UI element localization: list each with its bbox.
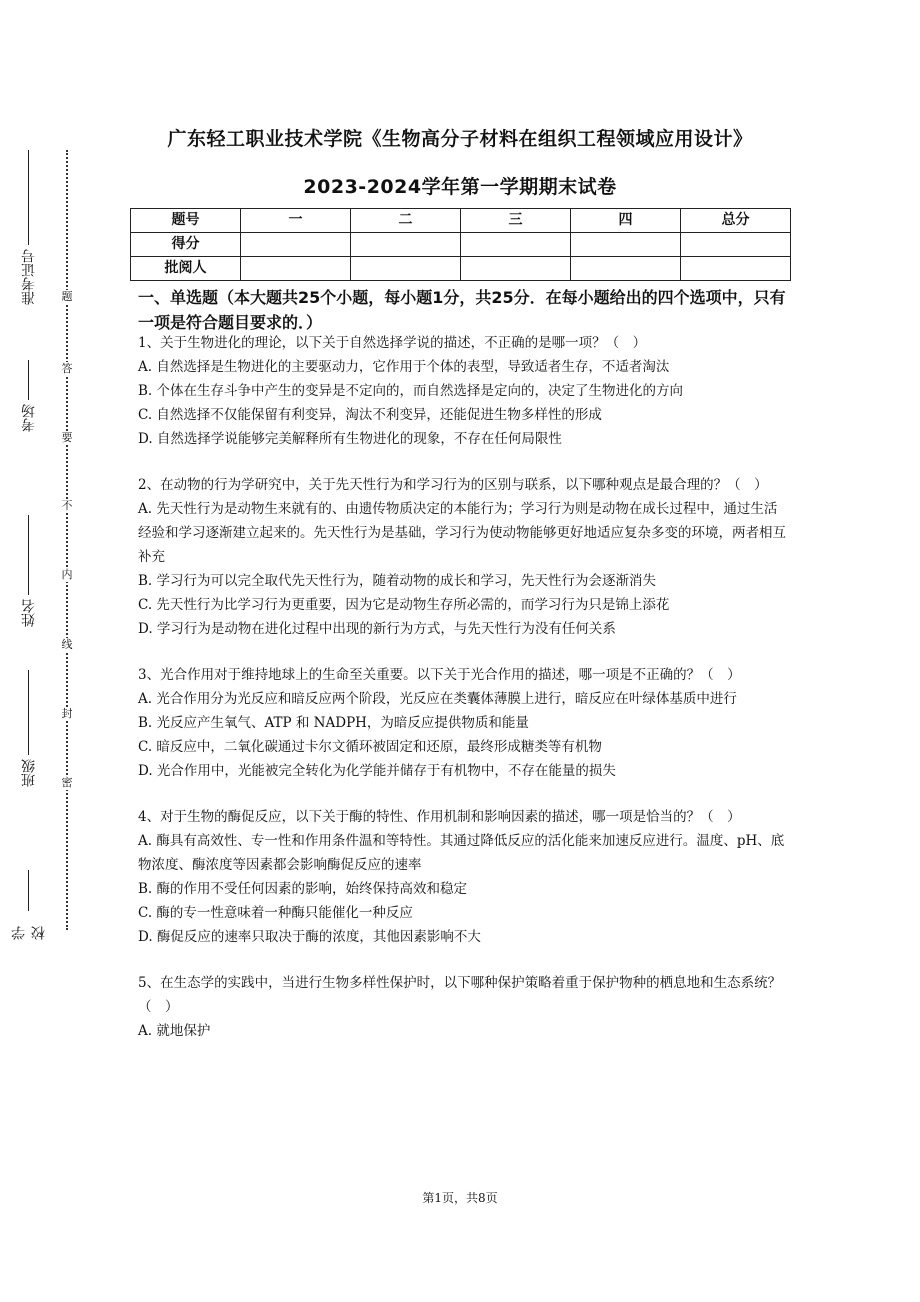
score-cell — [681, 233, 791, 257]
option-a: A. 自然选择是生物进化的主要驱动力，它作用于个体的表型，导致适者生存，不适者淘汰 — [138, 359, 670, 375]
score-cell — [351, 257, 461, 281]
binding-field-school — [11, 870, 47, 940]
option-c: C. 自然选择不仅能保留有利变异，淘汰不利变异，还能促进生物多样性的形成 — [138, 407, 602, 423]
score-table-header-cell: 二 — [351, 209, 461, 233]
score-cell — [461, 257, 571, 281]
binding-blank-line — [29, 360, 30, 400]
score-cell — [571, 257, 681, 281]
score-table-header-row — [131, 209, 791, 233]
question-stem: 5、在生态学的实践中，当进行生物多样性保护时，以下哪种保护策略着重于保护物种的栖息地和生态系统？（ ） — [138, 975, 782, 1015]
option-a: A. 就地保护 — [138, 1023, 211, 1039]
score-cell — [461, 233, 571, 257]
score-table — [130, 208, 791, 281]
option-a: A. 先天性行为是动物生来就有的、由遗传物质决定的本能行为；学习行为则是动物在成长过程中，通过生活经验和学习逐渐建立起来的。先天性行为是基础，学习行为使动物能够更好地适应复杂多变的环境，两者相互补充 — [138, 501, 786, 565]
option-b: B. 酶的作用不受任何因素的影响，始终保持高效和稳定 — [138, 881, 468, 897]
binding-field-exam-number — [14, 150, 44, 305]
option-b: B. 学习行为可以完全取代先天性行为，随着动物的成长和学习，先天性行为会逐渐消失 — [138, 573, 657, 589]
score-table-row — [131, 257, 791, 281]
option-b: B. 光反应产生氧气、ATP 和 NADPH，为暗反应提供物质和能量 — [138, 715, 529, 731]
score-table-header-cell: 四 — [571, 209, 681, 233]
score-table-row-label: 得分 — [131, 233, 241, 257]
option-a: A. 酶具有高效性、专一性和作用条件温和等特性。其通过降低反应的活化能来加速反应进行。温度、pH、底物浓度、酶浓度等因素都会影响酶促反应的速率 — [138, 833, 785, 873]
question-3 — [138, 663, 788, 783]
binding-field-class — [14, 670, 44, 787]
score-table-header-cell: 三 — [461, 209, 571, 233]
question-2 — [138, 473, 788, 641]
option-c: C. 暗反应中，二氧化碳通过卡尔文循环被固定和还原，最终形成糖类等有机物 — [138, 739, 602, 755]
score-table-row — [131, 233, 791, 257]
score-table-header-cell: 一 — [241, 209, 351, 233]
binding-field-exam-room — [14, 360, 44, 432]
option-a: A. 光合作用分为光反应和暗反应两个阶段，光反应在类囊体薄膜上进行，暗反应在叶绿体基质中进行 — [138, 691, 737, 707]
option-d: D. 自然选择学说能够完美解释所有生物进化的现象，不存在任何局限性 — [138, 431, 562, 447]
score-table-row-label: 批阅人 — [131, 257, 241, 281]
binding-field-label: 准考证号 — [21, 249, 37, 305]
question-5 — [138, 971, 788, 1043]
score-table-header-cell: 总分 — [681, 209, 791, 233]
exam-title: 广东轻工职业技术学院《生物高分子材料在组织工程领域应用设计》 — [167, 128, 753, 150]
question-stem: 1、关于生物进化的理论，以下关于自然选择学说的描述，不正确的是哪一项？（ ） — [138, 335, 647, 351]
page-number: 第1页，共8页 — [422, 1191, 498, 1205]
binding-field-name — [14, 515, 44, 627]
score-cell — [681, 257, 791, 281]
option-d: D. 光合作用中，光能被完全转化为化学能并储存于有机物中，不存在能量的损失 — [138, 763, 616, 779]
option-d: D. 学习行为是动物在进化过程中出现的新行为方式，与先天性行为没有任何关系 — [138, 621, 616, 637]
option-c: C. 先天性行为比学习行为更重要，因为它是动物生存所必需的，而学习行为只是锦上添花 — [138, 597, 670, 613]
seal-char: 要 — [58, 431, 76, 445]
question-stem: 2、在动物的行为学研究中，关于先天性行为和学习行为的区别与联系，以下哪种观点是最合理的？（ ） — [138, 477, 768, 493]
option-b: B. 个体在生存斗争中产生的变异是不定向的，而自然选择是定向的，决定了生物进化的方向 — [138, 383, 684, 399]
seal-char: 内 — [58, 568, 76, 582]
binding-field-label: 考场 — [21, 404, 37, 432]
binding-field-label: 姓名 — [21, 599, 37, 627]
seal-char: 线 — [58, 638, 76, 652]
seal-char: 不 — [58, 499, 76, 513]
question-stem: 4、对于生物的酶促反应，以下关于酶的特性、作用机制和影响因素的描述，哪一项是恰当的？（ ） — [138, 809, 741, 825]
binding-blank-line — [29, 670, 30, 755]
seal-char: 封 — [58, 707, 76, 721]
score-cell — [571, 233, 681, 257]
question-1 — [138, 331, 788, 451]
question-stem: 3、光合作用对于维持地球上的生命至关重要。以下关于光合作用的描述，哪一项是不正确的？（ ） — [138, 667, 741, 683]
seal-char: 密 — [58, 776, 76, 790]
question-list — [138, 331, 788, 1065]
score-cell — [241, 233, 351, 257]
binding-blank-line — [29, 870, 30, 911]
binding-margin — [11, 150, 47, 940]
option-d: D. 酶促反应的速率只取决于酶的浓度，其他因素影响不大 — [138, 929, 481, 945]
binding-blank-line — [29, 515, 30, 595]
question-4 — [138, 805, 788, 949]
binding-field-label: 班级 — [21, 759, 37, 787]
exam-subtitle: 2023-2024学年第一学期期末试卷 — [303, 176, 617, 198]
seal-char: 题 — [58, 290, 76, 304]
seal-characters — [58, 150, 76, 930]
score-table-header-cell: 题号 — [131, 209, 241, 233]
section-heading: 一、单选题（本大题共25个小题，每小题1分，共25分．在每小题给出的四个选项中，只有一项是符合题目要求的．） — [138, 288, 786, 332]
binding-blank-line — [29, 150, 30, 245]
binding-field-label: 学校 — [11, 926, 47, 940]
option-c: C. 酶的专一性意味着一种酶只能催化一种反应 — [138, 905, 413, 921]
score-cell — [241, 257, 351, 281]
seal-char: 答 — [58, 362, 76, 376]
score-cell — [351, 233, 461, 257]
